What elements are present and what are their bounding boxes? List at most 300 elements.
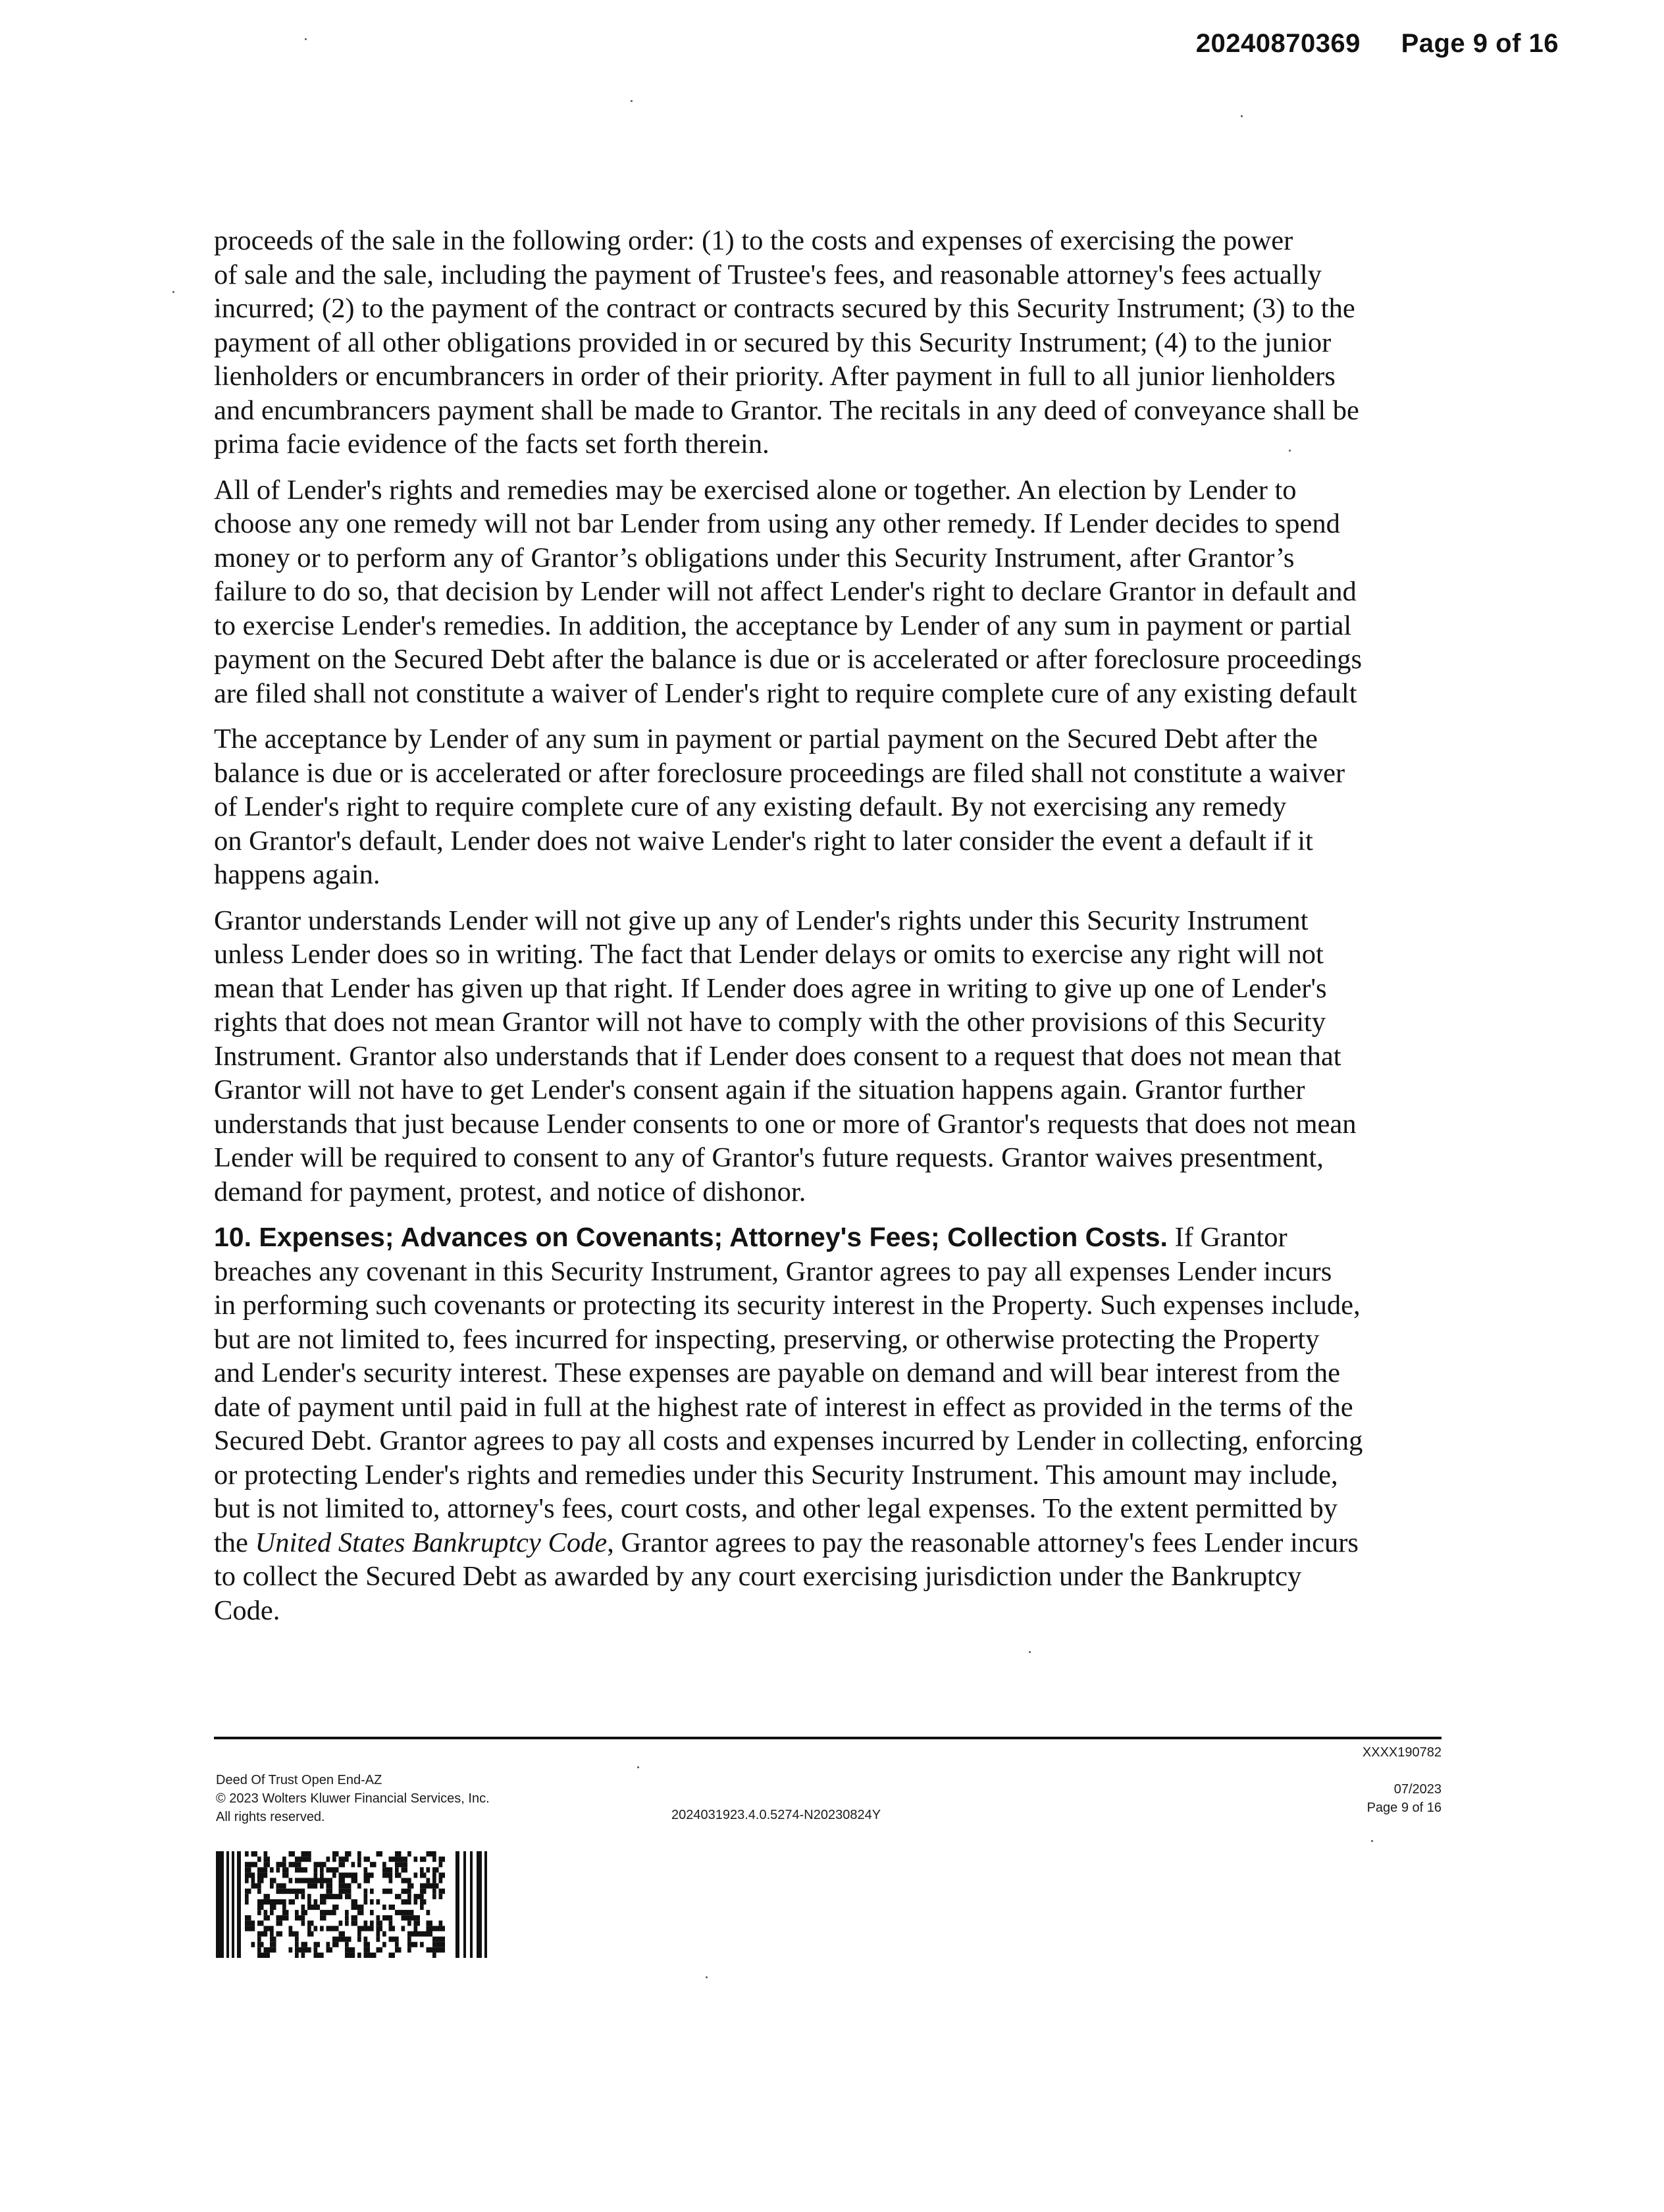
barcode-module (251, 1878, 255, 1883)
barcode-module (432, 1947, 439, 1953)
barcode-module (427, 1867, 430, 1872)
barcode-module (332, 1926, 339, 1931)
barcode-module (420, 1932, 427, 1937)
barcode-module (402, 1910, 408, 1915)
barcode-module (245, 1894, 249, 1899)
barcode-module (251, 1942, 255, 1947)
barcode-module (295, 1953, 299, 1958)
barcode-module (427, 1947, 433, 1953)
barcode-module (377, 1932, 380, 1937)
barcode-module (351, 1872, 358, 1878)
barcode-image (215, 1849, 491, 1961)
barcode-module (332, 1851, 339, 1856)
barcode-module (245, 1878, 249, 1883)
barcode-module (332, 1937, 339, 1942)
barcode-module (414, 1872, 418, 1878)
barcode-module (389, 1867, 393, 1872)
barcode-module (377, 1926, 383, 1931)
barcode-module (439, 1920, 443, 1926)
barcode-module (320, 1872, 324, 1878)
barcode-module (439, 1894, 443, 1899)
barcode-module (414, 1920, 421, 1926)
barcode-module (407, 1920, 411, 1926)
barcode-module (257, 1899, 264, 1905)
barcode-module (282, 1889, 289, 1894)
barcode-module (301, 1905, 305, 1910)
barcode-module (270, 1947, 276, 1953)
barcode-module (276, 1862, 283, 1867)
barcode-module (432, 1851, 436, 1856)
barcode-module (414, 1894, 421, 1899)
barcode-module (264, 1856, 271, 1862)
barcode-module (314, 1883, 318, 1889)
barcode-module (364, 1889, 368, 1894)
barcode-module (339, 1856, 346, 1862)
barcode-module (295, 1932, 299, 1937)
barcode-module (289, 1932, 296, 1937)
barcode-module (432, 1889, 436, 1894)
barcode-module (402, 1867, 408, 1872)
barcode-module (395, 1872, 402, 1878)
section-10-text-a: If Grantor breaches any covenant in this Security Instrument, Grantor agrees to pay all expenses Lender incurs in performing such covenants or protecting its security interest in the Property. Such expenses include, but are not limited to, fees incurred for inspecting, preserving, or otherwise protecting the Property and Lender's security interest. These expenses are payable on demand and will bear interest from the date of payment until paid in full at the highest rate of interest in effect as provided in the terms of the Secured Debt. Grantor agrees to pay all costs and expenses incurred by Lender in collecting, enforcing or protecting Lender's rights and remedies under this Security Instrument. This amount may include, but is not limited to, attorney's fees, court costs, and other legal expenses. To the extent permitted by the (214, 1222, 1363, 1558)
barcode-module (389, 1905, 396, 1910)
barcode-module (264, 1851, 268, 1856)
barcode-module (307, 1856, 311, 1862)
barcode-module (245, 1862, 251, 1867)
barcode-module (395, 1937, 399, 1942)
barcode-module (351, 1920, 358, 1926)
barcode-module (427, 1926, 433, 1931)
barcode-module (357, 1932, 361, 1937)
barcode-module (320, 1915, 326, 1920)
barcode-module (251, 1862, 258, 1867)
barcode-module (332, 1856, 336, 1862)
barcode-module (270, 1905, 276, 1910)
barcode-module (245, 1867, 251, 1872)
barcode-module (420, 1883, 427, 1889)
barcode-module (357, 1926, 364, 1931)
barcode-module (345, 1915, 349, 1920)
barcode-module (289, 1862, 296, 1867)
barcode-module (326, 1856, 330, 1862)
barcode-module (439, 1947, 446, 1953)
barcode-module (257, 1942, 264, 1947)
barcode-module (289, 1947, 293, 1953)
barcode-module (326, 1867, 333, 1872)
barcode-module (282, 1899, 286, 1905)
barcode-module (364, 1953, 371, 1958)
barcode-module (370, 1889, 374, 1894)
barcode-module (289, 1851, 296, 1856)
barcode-module (339, 1889, 346, 1894)
barcode-module (351, 1915, 358, 1920)
barcode-module (314, 1942, 321, 1947)
barcode-module (420, 1942, 424, 1947)
scan-speck (631, 100, 633, 102)
barcode-module (270, 1942, 276, 1947)
barcode-module (382, 1915, 389, 1920)
barcode-module (257, 1889, 261, 1894)
barcode-module (439, 1856, 446, 1862)
barcode-module (257, 1932, 264, 1937)
barcode-module (407, 1878, 411, 1883)
barcode-module (282, 1910, 289, 1915)
barcode-module (289, 1926, 293, 1931)
footer-page-number: Page 9 of 16 (1366, 1801, 1442, 1815)
barcode-module (282, 1867, 289, 1872)
barcode-module (314, 1862, 321, 1867)
barcode-module (314, 1947, 318, 1953)
barcode-module (332, 1872, 336, 1878)
barcode-module (407, 1851, 411, 1856)
barcode-module (245, 1915, 251, 1920)
barcode-module (270, 1878, 276, 1883)
copyright-notice: © 2023 Wolters Kluwer Financial Services, Inc. (216, 1791, 490, 1806)
barcode-module (432, 1883, 439, 1889)
barcode-module (257, 1920, 264, 1926)
barcode-module (414, 1856, 418, 1862)
barcode-module (264, 1872, 268, 1878)
barcode-module (420, 1872, 427, 1878)
scan-speck (1241, 115, 1243, 117)
barcode-module (282, 1856, 286, 1862)
barcode-module (295, 1910, 299, 1915)
barcode-module (307, 1899, 311, 1905)
barcode-module (264, 1862, 271, 1867)
barcode-module (307, 1920, 314, 1926)
barcode-module (382, 1872, 389, 1878)
barcode-module (270, 1883, 274, 1889)
barcode-module (395, 1856, 402, 1862)
barcode-module (245, 1851, 249, 1856)
barcode-module (364, 1867, 368, 1872)
paragraph-rights-remedies: All of Lender's rights and remedies may be exercised alone or together. An election by Lender to choose any one remedy will not bar Lender from using any other remedy. If Lender decides to spend money or to perform any of Grantor’s obligations under this Security Instrument, after Grantor’s failure to do so, that decision by Lender will not affect Lender's right to declare Grantor in default and to exercise Lender's remedies. In addition, the acceptance by Lender of any sum in payment or partial payment on the Secured Debt after the balance is due or is accelerated or after foreclosure proceedings are filed shall not constitute a waiver of Lender's right to require complete cure of any existing default (214, 474, 1363, 709)
barcode-module (345, 1942, 349, 1947)
barcode-module (307, 1894, 311, 1899)
barcode-module (339, 1894, 343, 1899)
barcode-module (439, 1872, 446, 1878)
barcode-module (339, 1872, 346, 1878)
barcode-module (377, 1899, 380, 1905)
barcode-module (295, 1862, 301, 1867)
barcode-module (345, 1889, 351, 1894)
barcode-module (382, 1932, 386, 1937)
barcode-module (270, 1867, 274, 1872)
barcode-module (364, 1899, 368, 1905)
barcode-module (257, 1878, 264, 1883)
barcode-module (251, 1920, 255, 1926)
barcode-module (377, 1937, 380, 1942)
barcode-module (282, 1862, 286, 1867)
barcode-module (420, 1905, 424, 1910)
barcode-module (264, 1926, 271, 1931)
barcode-module (432, 1856, 436, 1862)
barcode-module (439, 1862, 443, 1867)
barcode-module (245, 1899, 249, 1905)
barcode-module (289, 1899, 296, 1905)
barcode-module (339, 1932, 346, 1937)
barcode-module (345, 1953, 351, 1958)
form-date: 07/2023 (1393, 1782, 1442, 1797)
barcode-module (382, 1942, 386, 1947)
barcode-module (295, 1937, 299, 1942)
barcode-module (282, 1905, 286, 1910)
barcode-module (301, 1953, 305, 1958)
barcode-module (251, 1926, 255, 1931)
barcode-module (332, 1867, 339, 1872)
barcode-module (257, 1883, 261, 1889)
barcode-module (389, 1926, 396, 1931)
barcode-module (276, 1915, 283, 1920)
barcode-module (357, 1910, 364, 1915)
barcode-module (345, 1920, 349, 1926)
barcode-module (301, 1856, 308, 1862)
barcode-module (314, 1899, 318, 1905)
barcode-module (257, 1937, 261, 1942)
barcode-module (276, 1883, 283, 1889)
barcode-module (377, 1851, 383, 1856)
barcode-module (257, 1856, 261, 1862)
barcode-module (382, 1889, 389, 1894)
barcode-module (389, 1915, 393, 1920)
barcode-module (407, 1937, 411, 1942)
barcode-module (345, 1947, 351, 1953)
barcode-module (264, 1953, 271, 1958)
barcode-module (402, 1856, 408, 1862)
barcode-module (407, 1947, 411, 1953)
barcode-module (314, 1872, 318, 1878)
barcode-module (282, 1915, 289, 1920)
barcode-module (432, 1942, 439, 1947)
barcode-module (420, 1867, 424, 1872)
barcode-module (320, 1910, 326, 1915)
barcode-module (307, 1926, 311, 1931)
header-page-number: Page 9 of 16 (1401, 29, 1559, 58)
barcode-module (295, 1889, 301, 1894)
barcode-module (402, 1889, 408, 1894)
barcode-module (276, 1867, 280, 1872)
barcode-module (326, 1947, 333, 1953)
barcode-module (289, 1889, 296, 1894)
barcode-module (345, 1937, 351, 1942)
barcode-module (389, 1856, 396, 1862)
barcode-module (320, 1867, 324, 1872)
barcode-module (332, 1942, 339, 1947)
barcode-module (345, 1856, 349, 1862)
loan-id: XXXX190782 (1362, 1745, 1442, 1760)
barcode-module (420, 1889, 427, 1894)
barcode-module (414, 1926, 418, 1931)
paragraph-sale-proceeds: proceeds of the sale in the following order: (1) to the costs and expenses of exercising the power of sale and the sale, including the payment of Trustee's fees, and reasonable attorney's fees actually incurred; (2) to the payment of the contract or contracts secured by this Security Instrument; (3) to the payment of all other obligations provided in or secured by this Security Instrument; (4) to the junior lienholders or encumbrancers in order of their priority. After payment in full to all junior lienholders and encumbrancers payment shall be made to Grantor. The recitals in any deed of conveyance shall be prima facie evidence of the facts set forth therein. (214, 225, 1359, 460)
barcode-module (307, 1905, 314, 1910)
barcode-module (364, 1894, 368, 1899)
bankruptcy-code-reference: United States Bankruptcy Code (255, 1527, 608, 1558)
barcode-module (427, 1851, 433, 1856)
barcode-module (414, 1932, 421, 1937)
barcode-module (264, 1915, 271, 1920)
barcode-module (295, 1942, 299, 1947)
barcode-module (389, 1920, 393, 1926)
recording-number: 20240870369 (1195, 29, 1361, 58)
barcode-module (264, 1932, 268, 1937)
barcode-module (382, 1862, 386, 1867)
barcode-module (264, 1910, 268, 1915)
barcode-module (351, 1947, 355, 1953)
barcode-module (314, 1867, 318, 1872)
barcode-module (407, 1915, 414, 1920)
barcode-module (270, 1910, 274, 1915)
barcode-module (320, 1894, 326, 1899)
barcode-module (351, 1905, 358, 1910)
barcode-module (282, 1872, 289, 1878)
barcode-module (407, 1894, 411, 1899)
barcode-module (389, 1937, 396, 1942)
barcode-module (339, 1920, 343, 1926)
section-10-paragraph (214, 1221, 1435, 1627)
barcode-module (364, 1872, 371, 1878)
barcode-module (301, 1878, 308, 1883)
form-code: 2024031923.4.0.5274-N20230824Y (671, 1808, 881, 1822)
barcode-module (432, 1937, 439, 1942)
barcode-module (282, 1883, 286, 1889)
barcode-module (251, 1883, 258, 1889)
barcode-module (364, 1856, 371, 1862)
barcode-module (301, 1910, 308, 1915)
barcode-module (427, 1910, 430, 1915)
barcode-module (439, 1937, 446, 1942)
barcode-module (264, 1894, 271, 1899)
barcode-module (320, 1953, 324, 1958)
barcode-module (370, 1920, 374, 1926)
barcode-module (370, 1910, 374, 1915)
footer-right-info (1363, 1743, 1442, 1817)
footer-form-info (216, 1771, 490, 1826)
barcode-module (257, 1910, 261, 1915)
scan-speck (172, 291, 174, 293)
barcode-module (289, 1878, 293, 1883)
barcode-module (439, 1878, 443, 1883)
barcode-module (370, 1872, 374, 1878)
barcode-module (414, 1899, 418, 1905)
barcode-module (326, 1878, 333, 1883)
barcode-module (264, 1867, 268, 1872)
paragraph-waiver: Grantor understands Lender will not give up any of Lender's rights under this Security Instrument unless Lender does so in writing. The fact that Lender delays or omits to exercise any right will not mean that Lender has given up that right. If Lender does agree in writing to give up one of Lender's rights that does not mean Grantor will not have to comply with the other provisions of this Security Instrument. Grantor also understands that if Lender does consent to a request that does not mean that Grantor will not have to get Lender's consent again if the situation happens again. Grantor further understands that just because Lender consents to one or more of Grantor's requests that does not mean Lender will be required to consent to any of Grantor's future requests. Grantor waives presentment, demand for payment, protest, and notice of dishonor. (214, 905, 1357, 1207)
barcode-module (395, 1851, 402, 1856)
barcode-module (264, 1899, 271, 1905)
barcode-module (314, 1926, 318, 1931)
barcode-module (314, 1878, 321, 1883)
barcode-module (407, 1932, 414, 1937)
barcode-module (402, 1926, 405, 1931)
barcode-module (427, 1920, 433, 1926)
barcode-module (439, 1942, 446, 1947)
barcode-module (332, 1905, 339, 1910)
barcode-module (276, 1889, 283, 1894)
barcode-module (301, 1942, 308, 1947)
barcode-module (402, 1878, 408, 1883)
footer-divider (214, 1737, 1442, 1739)
barcode-module (389, 1953, 396, 1958)
barcode-module (389, 1872, 393, 1878)
barcode-module (370, 1953, 377, 1958)
barcode-module (407, 1883, 414, 1889)
barcode-module (245, 1872, 251, 1878)
barcode-module (307, 1883, 314, 1889)
barcode-module (345, 1883, 351, 1889)
barcode-module (395, 1862, 402, 1867)
barcode-module (389, 1889, 393, 1894)
barcode-module (320, 1899, 326, 1905)
barcode-module (257, 1867, 264, 1872)
barcode-module (251, 1851, 258, 1856)
barcode-module (364, 1926, 371, 1931)
barcode-module (432, 1926, 439, 1931)
barcode-module (427, 1883, 433, 1889)
barcode-module (357, 1937, 361, 1942)
barcode-module (382, 1905, 386, 1910)
barcode-module (357, 1905, 364, 1910)
barcode-module (395, 1947, 402, 1953)
barcode-module (402, 1899, 408, 1905)
barcode-module (370, 1899, 374, 1905)
barcode-module (301, 1920, 305, 1926)
barcode-module (295, 1915, 301, 1920)
barcode-module (301, 1867, 308, 1872)
barcode-module (407, 1910, 414, 1915)
barcode-module (432, 1867, 439, 1872)
barcode-module (377, 1915, 380, 1920)
barcode-module (339, 1883, 346, 1889)
barcode-module (357, 1883, 361, 1889)
barcode-module (377, 1920, 383, 1926)
barcode-module (295, 1894, 299, 1899)
scan-speck (706, 1976, 708, 1978)
barcode-module (432, 1872, 436, 1878)
barcode-module (432, 1953, 436, 1958)
section-10-text-b: , Grantor agrees to pay the reasonable attorney's fees Lender incurs to collect the Secured Debt as awarded by any court exercising jurisdiction under the Bankruptcy Code. (214, 1527, 1359, 1626)
barcode-module (432, 1878, 436, 1883)
barcode-module (364, 1937, 368, 1942)
barcode-module (307, 1851, 311, 1856)
barcode-module (270, 1899, 276, 1905)
barcode-module (364, 1947, 371, 1953)
barcode-module (382, 1867, 389, 1872)
barcode-module (295, 1867, 301, 1872)
barcode-module (320, 1883, 324, 1889)
barcode-module (295, 1856, 301, 1862)
barcode-module (326, 1926, 333, 1931)
barcode-module (439, 1926, 446, 1931)
barcode-module (332, 1910, 336, 1915)
barcode-module (402, 1915, 408, 1920)
barcode-module (439, 1889, 446, 1894)
barcode-module (314, 1953, 321, 1958)
barcode-module (395, 1942, 399, 1947)
barcode-module (257, 1872, 264, 1878)
barcode-module (345, 1910, 349, 1915)
barcode-module (270, 1937, 276, 1942)
barcode-module (245, 1926, 251, 1931)
barcode-module (420, 1856, 427, 1862)
barcode-module (402, 1862, 408, 1867)
barcode-module (370, 1862, 377, 1867)
form-name: Deed Of Trust Open End-AZ (216, 1773, 382, 1787)
barcode-module (345, 1894, 351, 1899)
barcode-module (276, 1899, 283, 1905)
barcode-module (326, 1883, 333, 1889)
scan-speck (1371, 1840, 1373, 1842)
barcode-module (301, 1947, 308, 1953)
